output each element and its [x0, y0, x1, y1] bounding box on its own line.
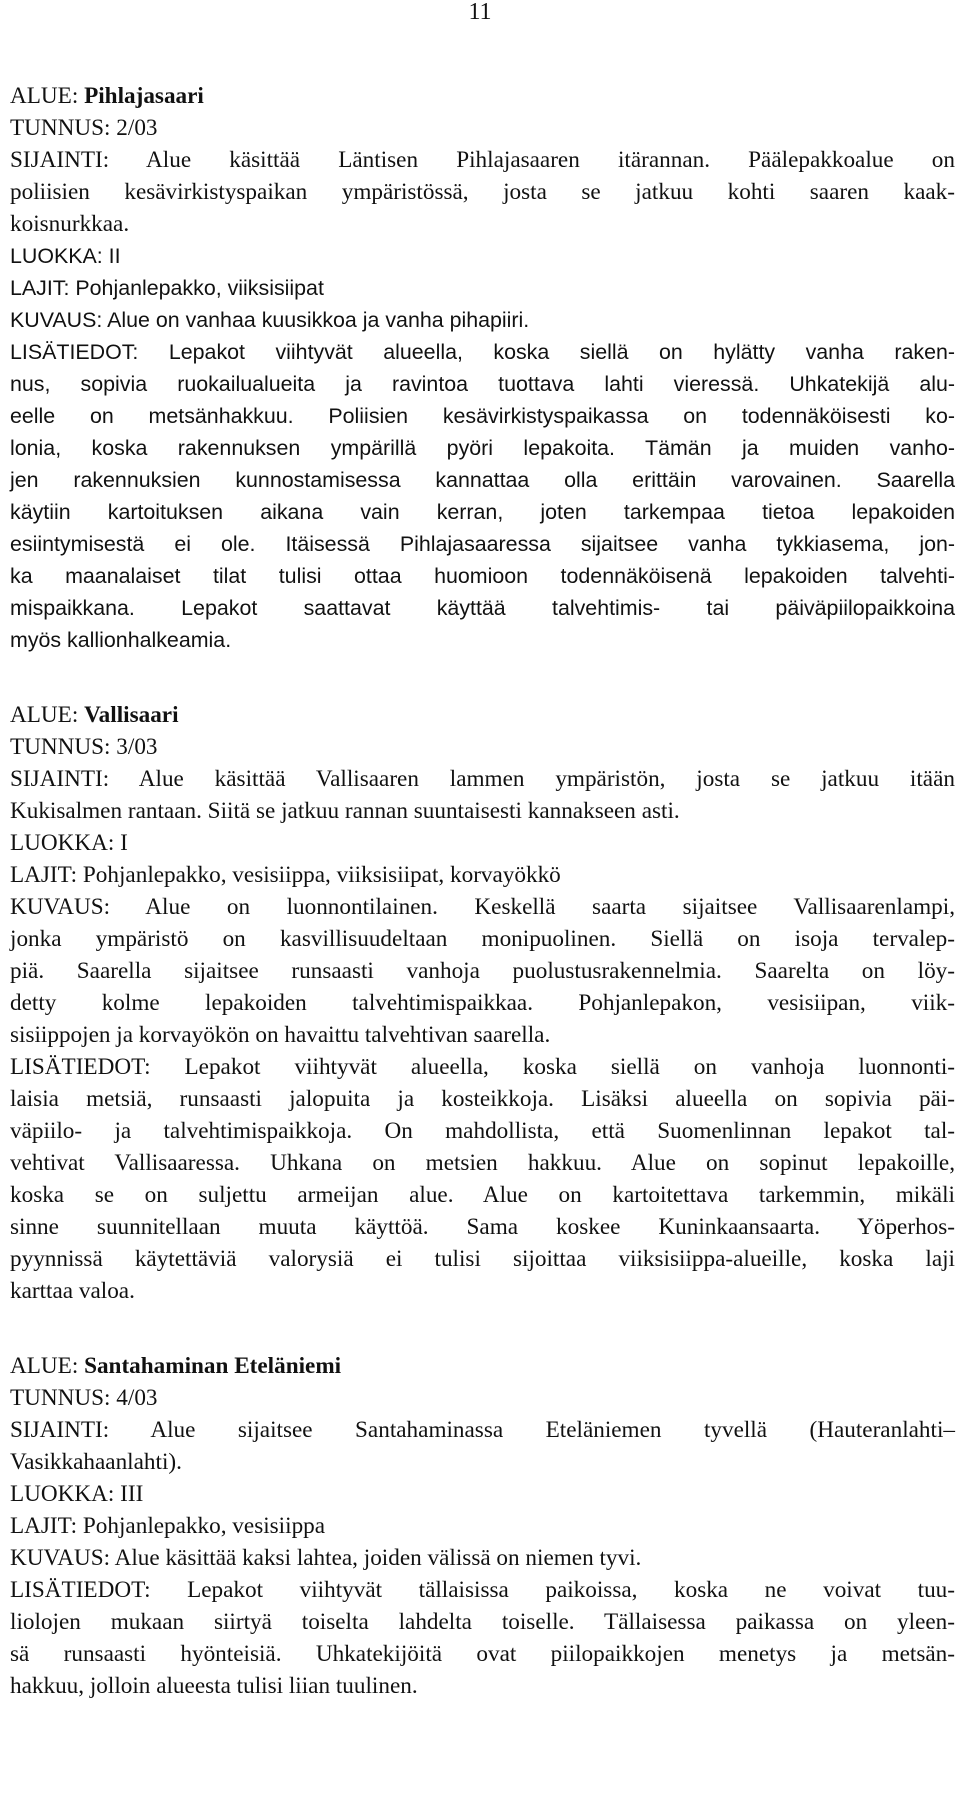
area-heading: [10, 1350, 955, 1382]
text-line: sinne suunnitellaan muuta käyttöä. Sama koskee Kuninkaansaarta. Yöperhos-: [10, 1214, 955, 1240]
text-line: KUVAUS: Alue on vanhaa kuusikkoa ja vanha pihapiiri.: [10, 308, 530, 332]
text-line: koska se on suljettu armeijan alue. Alue on kartoitettava tarkemmin, mikäli: [10, 1182, 955, 1208]
area-name: Vallisaari: [84, 702, 179, 728]
text-line: LISÄTIEDOT: Lepakot viihtyvät alueella, koska siellä on vanhoja luonnonti-: [10, 1054, 955, 1080]
area-label: ALUE:: [10, 1353, 85, 1379]
page-number: 11: [468, 0, 492, 25]
text-line: LISÄTIEDOT: Lepakot viihtyvät alueella, koska siellä on hylätty vanha raken-: [10, 340, 955, 364]
text-line: LAJIT: Pohjanlepakko, vesisiippa: [10, 1513, 326, 1539]
text-line: jonka ympäristö on kasvillisuudeltaan monipuolinen. Siellä on isoja tervalep-: [10, 926, 955, 952]
text-line: jen rakennuksien kunnostamisessa kannattaa olla erittäin varovainen. Saarella: [10, 468, 955, 492]
text-line: mispaikkana. Lepakot saattavat käyttää talvehtimis- tai päiväpiilopaikkoina: [10, 596, 955, 620]
text-line: Vasikkahaanlahti).: [10, 1449, 182, 1475]
text-line: LUOKKA: I: [10, 830, 128, 856]
text-line: sä runsaasti hyönteisiä. Uhkatekijöitä ovat piilopaikkojen menetys ja metsän-: [10, 1641, 955, 1667]
text-line: piä. Saarella sijaitsee runsaasti vanhoja puolustusrakennelmia. Saarelta on löy-: [10, 958, 955, 984]
text-line: liolojen mukaan siirtyä toiselta lahdelta toiselle. Tällaisessa paikassa on yleen-: [10, 1609, 955, 1635]
text-line: LUOKKA: II: [10, 244, 121, 268]
code-label: TUNNUS:: [10, 1385, 117, 1411]
text-line: KUVAUS: Alue käsittää kaksi lahtea, joiden välissä on niemen tyvi.: [10, 1545, 642, 1571]
area-code: [10, 112, 955, 144]
text-line: SIJAINTI: Alue sijaitsee Santahaminassa Eteläniemen tyvellä (Hauteranlahti–: [10, 1417, 955, 1443]
section-gap: [10, 656, 955, 699]
area-heading: [10, 80, 955, 112]
area-name: Pihlajasaari: [84, 83, 204, 109]
area-label: ALUE:: [10, 83, 85, 109]
area-name: Santahaminan Eteläniemi: [84, 1353, 342, 1379]
text-line: pyynnissä käytettäviä valorysiä ei tulisi sijoittaa viiksisiippa-alueille, koska laji: [10, 1246, 955, 1272]
text-line: nus, sopivia ruokailualueita ja ravintoa tuottava lahti vieressä. Uhkatekijä alu-: [10, 372, 955, 396]
code-value: 3/03: [116, 734, 158, 760]
text-line: poliisien kesävirkistyspaikan ympäristössä, josta se jatkuu kohti saaren kaak-: [10, 179, 955, 205]
text-line: koisnurkkaa.: [10, 211, 130, 237]
text-line: hakkuu, jolloin alueesta tulisi liian tuulinen.: [10, 1673, 418, 1699]
text-line: esiintymisestä ei ole. Itäisessä Pihlajasaaressa sijaitsee vanha tykkiasema, jon-: [10, 532, 955, 556]
code-value: 2/03: [116, 115, 158, 141]
code-label: TUNNUS:: [10, 115, 117, 141]
text-line: SIJAINTI: Alue käsittää Vallisaaren lammen ympäristön, josta se jatkuu itään: [10, 766, 955, 792]
text-line: LAJIT: Pohjanlepakko, vesisiippa, viiksisiipat, korvayökkö: [10, 862, 561, 888]
code-label: TUNNUS:: [10, 734, 117, 760]
text-line: detty kolme lepakoiden talvehtimispaikkaa. Pohjanlepakon, vesisiipan, viik-: [10, 990, 955, 1016]
text-line: Kukisalmen rantaan. Siitä se jatkuu rannan suuntaisesti kannakseen asti.: [10, 798, 680, 824]
area-section-vallisaari: [10, 699, 955, 1307]
text-line: käytiin kartoituksen aikana vain kerran, joten tarkempaa tietoa lepakoiden: [10, 500, 955, 524]
text-line: KUVAUS: Alue on luonnontilainen. Keskellä saarta sijaitsee Vallisaarenlampi,: [10, 894, 955, 920]
section-gap: [10, 1307, 955, 1350]
text-line: eelle on metsänhakkuu. Poliisien kesävirkistyspaikassa on todennäköisesti ko-: [10, 404, 955, 428]
area-section-pihlajasaari: [10, 80, 955, 656]
text-line: väpiilo- ja talvehtimispaikkoja. On mahdollista, että Suomenlinnan lepakot tal-: [10, 1118, 955, 1144]
area-code: [10, 1382, 955, 1414]
area-heading: [10, 699, 955, 731]
document-body: [10, 80, 955, 1702]
text-line: laisia metsiä, runsaasti jalopuita ja kosteikkoja. Lisäksi alueella on sopivia päi-: [10, 1086, 955, 1112]
text-line: karttaa valoa.: [10, 1278, 135, 1304]
code-value: 4/03: [116, 1385, 158, 1411]
area-label: ALUE:: [10, 702, 85, 728]
text-line: ka maanalaiset tilat tulisi ottaa huomioon todennäköisenä lepakoiden talvehti-: [10, 564, 955, 588]
area-section-santahaminan-etelaniemi: [10, 1350, 955, 1702]
text-line: SIJAINTI: Alue käsittää Läntisen Pihlajasaaren itärannan. Päälepakkoalue on: [10, 147, 955, 173]
area-code: [10, 731, 955, 763]
text-line: sisiippojen ja korvayökön on havaittu talvehtivan saarella.: [10, 1022, 551, 1048]
text-line: LISÄTIEDOT: Lepakot viihtyvät tällaisissa paikoissa, koska ne voivat tuu-: [10, 1577, 955, 1603]
text-line: lonia, koska rakennuksen ympärillä pyöri lepakoita. Tämän ja muiden vanho-: [10, 436, 955, 460]
text-line: vehtivat Vallisaaressa. Uhkana on metsien hakkuu. Alue on sopinut lepakoille,: [10, 1150, 955, 1176]
text-line: myös kallionhalkeamia.: [10, 628, 232, 652]
text-line: LAJIT: Pohjanlepakko, viiksisiipat: [10, 276, 324, 300]
text-line: LUOKKA: III: [10, 1481, 144, 1507]
